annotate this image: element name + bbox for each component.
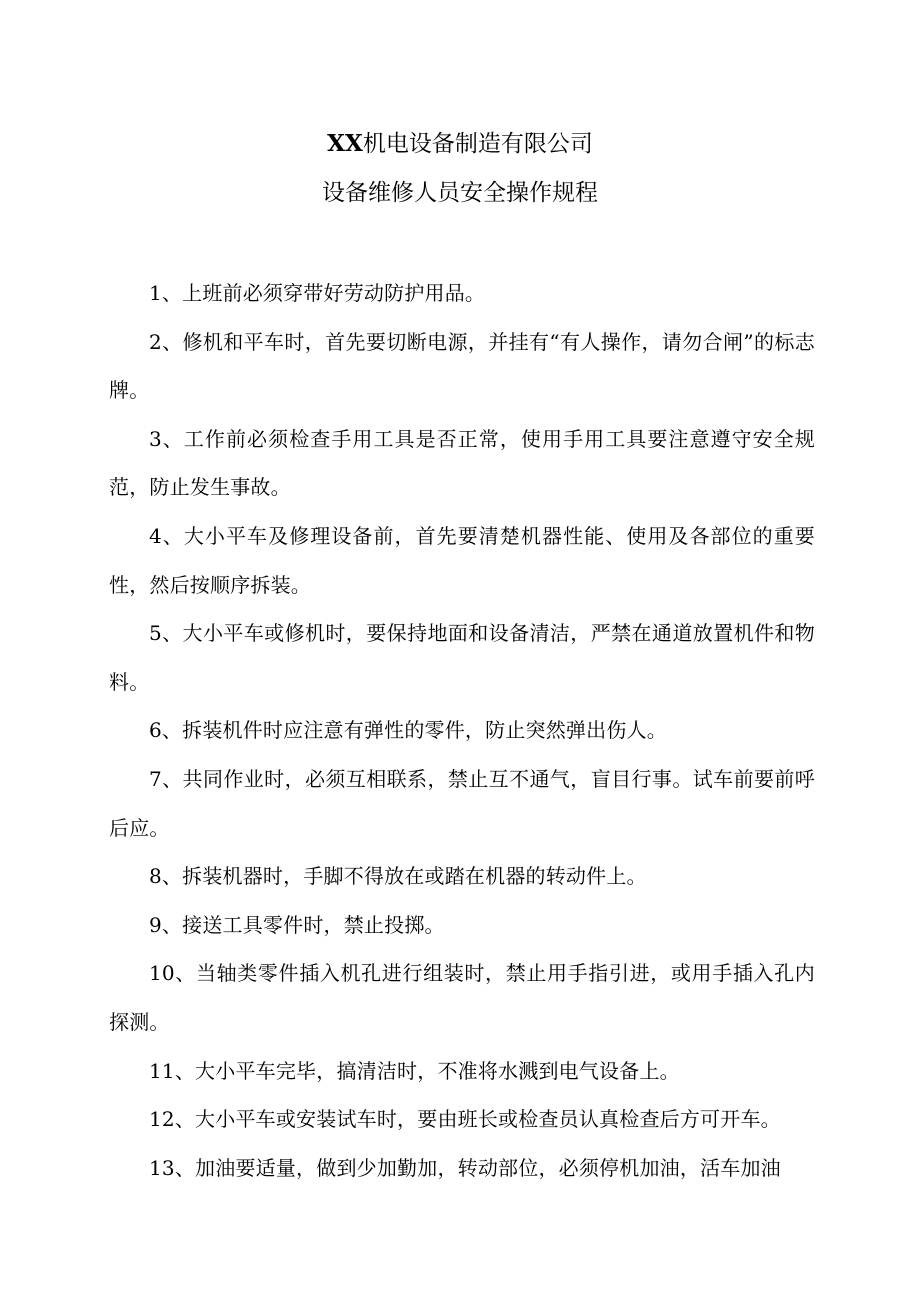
rule-item: 3、工作前必须检查手用工具是否正常，使用手用工具要注意遵守安全规范，防止发生事故。 [109,426,815,500]
rule-item: 7、共同作业时，必须互相联系，禁止互不通气，盲目行事。试车前要前呼后应。 [109,766,815,840]
rules-list [109,269,815,1192]
document-title: 设备维修人员安全操作规程 [322,180,598,206]
rule-item: 6、拆装机件时应注意有弹性的零件，防止突然弹出伤人。 [149,718,667,743]
rule-item: 13、加油要适量，做到少加勤加，转动部位，必须停机加油，活车加油 [149,1155,781,1180]
rule-item: 5、大小平车或修机时，要保持地面和设备清洁，严禁在通道放置机件和物料。 [109,621,815,694]
company-name-rest: 机电设备制造有限公司 [362,131,593,157]
company-prefix: XX [327,130,363,157]
rule-item: 10、当轴类零件插入机孔进行组装时，禁止用手指引进，或用手插入孔内探测。 [109,961,815,1034]
rule-item: 8、拆装机器时，手脚不得放在或踏在机器的转动件上。 [149,864,647,889]
rule-item: 1、上班前必须穿带好劳动防护用品。 [149,281,486,305]
rule-item: 4、大小平车及修理设备前，首先要清楚机器性能、使用及各部位的重要性，然后按顺序拆装。 [109,523,815,597]
company-name [0,129,920,159]
rule-item: 11、大小平车完毕，搞清洁时，不准将水溅到电气设备上。 [149,1058,680,1083]
rule-item: 2、修机和平车时，首先要切断电源，并挂有“有人操作，请勿合闸”的标志牌。 [109,329,815,403]
rule-item: 12、大小平车或安装试车时，要由班长或检查员认真检查后方可开车。 [149,1107,781,1132]
rule-item: 9、接送工具零件时，禁止投掷。 [149,912,445,937]
